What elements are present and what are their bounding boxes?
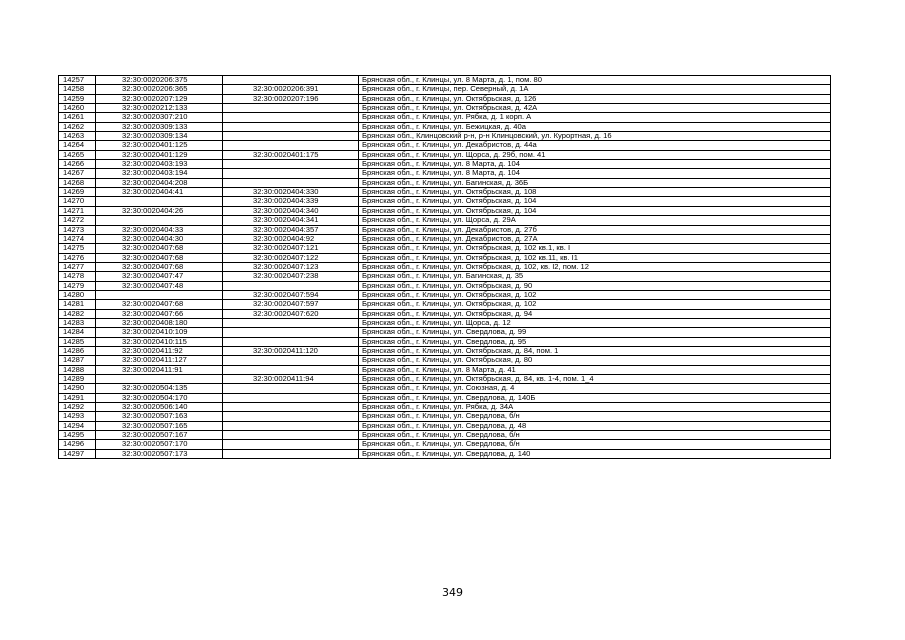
table-row bbox=[59, 216, 831, 225]
table-row bbox=[59, 225, 831, 234]
related-cadastral-cell: 32:30:0020407:620 bbox=[223, 309, 359, 318]
table-row bbox=[59, 375, 831, 384]
row-number-cell: 14279 bbox=[59, 281, 96, 290]
related-cadastral-cell: 32:30:0020411:120 bbox=[223, 346, 359, 355]
related-cadastral-cell bbox=[223, 178, 359, 187]
table-row bbox=[59, 431, 831, 440]
address-cell: Брянская обл., г. Клинцы, ул. Октябрьская, д. 42А bbox=[359, 104, 831, 113]
cadastral-number-cell: 32:30:0020507:163 bbox=[96, 412, 223, 421]
cadastral-number-cell: 32:30:0020207:129 bbox=[96, 94, 223, 103]
row-number-cell: 14285 bbox=[59, 337, 96, 346]
cadastral-number-cell: 32:30:0020407:66 bbox=[96, 309, 223, 318]
related-cadastral-cell: 32:30:0020407:121 bbox=[223, 244, 359, 253]
row-number-cell: 14289 bbox=[59, 375, 96, 384]
address-cell: Брянская обл., г. Клинцы, ул. Декабристов, д. 27А bbox=[359, 234, 831, 243]
table-row bbox=[59, 262, 831, 271]
address-cell: Брянская обл., г. Клинцы, ул. 8 Марта, д. 41 bbox=[359, 365, 831, 374]
address-cell: Брянская обл., г. Клинцы, ул. Свердлова, д. 140 bbox=[359, 449, 831, 458]
related-cadastral-cell: 32:30:0020207:196 bbox=[223, 94, 359, 103]
cadastral-number-cell: 32:30:0020401:125 bbox=[96, 141, 223, 150]
table-row bbox=[59, 244, 831, 253]
related-cadastral-cell bbox=[223, 113, 359, 122]
cadastral-number-cell: 32:30:0020507:165 bbox=[96, 421, 223, 430]
row-number-cell: 14294 bbox=[59, 421, 96, 430]
row-number-cell: 14290 bbox=[59, 384, 96, 393]
table-row bbox=[59, 141, 831, 150]
cadastral-number-cell: 32:30:0020504:135 bbox=[96, 384, 223, 393]
row-number-cell: 14292 bbox=[59, 403, 96, 412]
address-cell: Брянская обл., г. Клинцы, ул. Бежицкая, д. 40а bbox=[359, 122, 831, 131]
address-cell: Брянская обл., г. Клинцы, ул. Октябрьская, д. 104 bbox=[359, 206, 831, 215]
cadastral-number-cell: 32:30:0020407:68 bbox=[96, 262, 223, 271]
cadastral-number-cell: 32:30:0020404:30 bbox=[96, 234, 223, 243]
row-number-cell: 14263 bbox=[59, 132, 96, 141]
table-row bbox=[59, 150, 831, 159]
address-cell: Брянская обл., Клинцовский р-н, р-н Клинцовский, ул. Курортная, д. 16 bbox=[359, 132, 831, 141]
cadastral-number-cell: 32:30:0020404:41 bbox=[96, 188, 223, 197]
address-cell: Брянская обл., г. Клинцы, ул. 8 Марта, д. 1, пом. 80 bbox=[359, 76, 831, 85]
cadastral-number-cell: 32:30:0020206:365 bbox=[96, 85, 223, 94]
cadastral-table bbox=[58, 75, 831, 459]
address-cell: Брянская обл., г. Клинцы, ул. Октябрьская, д. 80 bbox=[359, 356, 831, 365]
table-row bbox=[59, 104, 831, 113]
related-cadastral-cell: 32:30:0020407:238 bbox=[223, 272, 359, 281]
related-cadastral-cell bbox=[223, 440, 359, 449]
cadastral-number-cell: 32:30:0020403:193 bbox=[96, 160, 223, 169]
row-number-cell: 14278 bbox=[59, 272, 96, 281]
address-cell: Брянская обл., г. Клинцы, ул. Свердлова, б/н bbox=[359, 412, 831, 421]
cadastral-number-cell: 32:30:0020404:26 bbox=[96, 206, 223, 215]
address-cell: Брянская обл., г. Клинцы, ул. Октябрьская, д. 84, пом. 1 bbox=[359, 346, 831, 355]
table-row bbox=[59, 290, 831, 299]
cadastral-number-cell bbox=[96, 197, 223, 206]
table-row bbox=[59, 356, 831, 365]
table-row bbox=[59, 85, 831, 94]
address-cell: Брянская обл., г. Клинцы, ул. Щорса, д. 12 bbox=[359, 318, 831, 327]
table-row bbox=[59, 272, 831, 281]
address-cell: Брянская обл., г. Клинцы, ул. Октябрьская, д. 102 кв.1, кв. I bbox=[359, 244, 831, 253]
table-row bbox=[59, 440, 831, 449]
related-cadastral-cell bbox=[223, 403, 359, 412]
row-number-cell: 14268 bbox=[59, 178, 96, 187]
related-cadastral-cell: 32:30:0020404:341 bbox=[223, 216, 359, 225]
related-cadastral-cell: 32:30:0020206:391 bbox=[223, 85, 359, 94]
table-row bbox=[59, 328, 831, 337]
table-row bbox=[59, 206, 831, 215]
table-row bbox=[59, 384, 831, 393]
table-row bbox=[59, 169, 831, 178]
table-row bbox=[59, 132, 831, 141]
row-number-cell: 14275 bbox=[59, 244, 96, 253]
table-row bbox=[59, 346, 831, 355]
table-row bbox=[59, 421, 831, 430]
row-number-cell: 14259 bbox=[59, 94, 96, 103]
table-row bbox=[59, 197, 831, 206]
related-cadastral-cell bbox=[223, 141, 359, 150]
address-cell: Брянская обл., г. Клинцы, ул. Октябрьская, д. 126 bbox=[359, 94, 831, 103]
cadastral-number-cell: 32:30:0020212:133 bbox=[96, 104, 223, 113]
related-cadastral-cell: 32:30:0020407:123 bbox=[223, 262, 359, 271]
cadastral-number-cell: 32:30:0020403:194 bbox=[96, 169, 223, 178]
cadastral-number-cell bbox=[96, 290, 223, 299]
table-row bbox=[59, 309, 831, 318]
cadastral-number-cell: 32:30:0020407:68 bbox=[96, 244, 223, 253]
related-cadastral-cell: 32:30:0020404:339 bbox=[223, 197, 359, 206]
row-number-cell: 14270 bbox=[59, 197, 96, 206]
row-number-cell: 14265 bbox=[59, 150, 96, 159]
address-cell: Брянская обл., г. Клинцы, ул. Октябрьская, д. 94 bbox=[359, 309, 831, 318]
cadastral-number-cell: 32:30:0020410:115 bbox=[96, 337, 223, 346]
address-cell: Брянская обл., г. Клинцы, ул. Свердлова, б/н bbox=[359, 440, 831, 449]
row-number-cell: 14288 bbox=[59, 365, 96, 374]
row-number-cell: 14262 bbox=[59, 122, 96, 131]
cadastral-number-cell: 32:30:0020506:140 bbox=[96, 403, 223, 412]
row-number-cell: 14260 bbox=[59, 104, 96, 113]
row-number-cell: 14277 bbox=[59, 262, 96, 271]
cadastral-number-cell: 32:30:0020407:68 bbox=[96, 300, 223, 309]
address-cell: Брянская обл., г. Клинцы, ул. Рябка, д. 34А bbox=[359, 403, 831, 412]
row-number-cell: 14274 bbox=[59, 234, 96, 243]
related-cadastral-cell bbox=[223, 104, 359, 113]
cadastral-number-cell: 32:30:0020404:33 bbox=[96, 225, 223, 234]
row-number-cell: 14293 bbox=[59, 412, 96, 421]
row-number-cell: 14280 bbox=[59, 290, 96, 299]
row-number-cell: 14258 bbox=[59, 85, 96, 94]
address-cell: Брянская обл., г. Клинцы, ул. Щорса, д. 29А bbox=[359, 216, 831, 225]
table-row bbox=[59, 234, 831, 243]
related-cadastral-cell: 32:30:0020401:175 bbox=[223, 150, 359, 159]
row-number-cell: 14286 bbox=[59, 346, 96, 355]
cadastral-number-cell: 32:30:0020401:129 bbox=[96, 150, 223, 159]
related-cadastral-cell bbox=[223, 393, 359, 402]
cadastral-number-cell: 32:30:0020504:170 bbox=[96, 393, 223, 402]
row-number-cell: 14287 bbox=[59, 356, 96, 365]
table-row bbox=[59, 188, 831, 197]
row-number-cell: 14261 bbox=[59, 113, 96, 122]
address-cell: Брянская обл., г. Клинцы, ул. Декабристов, д. 44а bbox=[359, 141, 831, 150]
related-cadastral-cell bbox=[223, 76, 359, 85]
related-cadastral-cell: 32:30:0020404:92 bbox=[223, 234, 359, 243]
cadastral-number-cell: 32:30:0020407:68 bbox=[96, 253, 223, 262]
cadastral-number-cell bbox=[96, 375, 223, 384]
related-cadastral-cell bbox=[223, 132, 359, 141]
table-row bbox=[59, 337, 831, 346]
row-number-cell: 14257 bbox=[59, 76, 96, 85]
address-cell: Брянская обл., г. Клинцы, ул. Свердлова, д. 48 bbox=[359, 421, 831, 430]
related-cadastral-cell bbox=[223, 122, 359, 131]
table-row bbox=[59, 393, 831, 402]
cadastral-number-cell bbox=[96, 216, 223, 225]
row-number-cell: 14295 bbox=[59, 431, 96, 440]
address-cell: Брянская обл., г. Клинцы, пер. Северный, д. 1А bbox=[359, 85, 831, 94]
cadastral-number-cell: 32:30:0020507:173 bbox=[96, 449, 223, 458]
address-cell: Брянская обл., г. Клинцы, ул. Декабристов, д. 27б bbox=[359, 225, 831, 234]
related-cadastral-cell bbox=[223, 281, 359, 290]
cadastral-number-cell: 32:30:0020507:167 bbox=[96, 431, 223, 440]
related-cadastral-cell bbox=[223, 356, 359, 365]
table-row bbox=[59, 318, 831, 327]
address-cell: Брянская обл., г. Клинцы, ул. Октябрьская, д. 90 bbox=[359, 281, 831, 290]
address-cell: Брянская обл., г. Клинцы, ул. Октябрьская, д. 102, кв. I2, пом. 12 bbox=[359, 262, 831, 271]
row-number-cell: 14267 bbox=[59, 169, 96, 178]
related-cadastral-cell: 32:30:0020404:340 bbox=[223, 206, 359, 215]
table-row bbox=[59, 449, 831, 458]
address-cell: Брянская обл., г. Клинцы, ул. Октябрьская, д. 104 bbox=[359, 197, 831, 206]
cadastral-number-cell: 32:30:0020408:180 bbox=[96, 318, 223, 327]
related-cadastral-cell bbox=[223, 412, 359, 421]
page-number: 349 bbox=[442, 586, 463, 599]
cadastral-number-cell: 32:30:0020507:170 bbox=[96, 440, 223, 449]
row-number-cell: 14296 bbox=[59, 440, 96, 449]
row-number-cell: 14272 bbox=[59, 216, 96, 225]
address-cell: Брянская обл., г. Клинцы, ул. Октябрьская, д. 102 bbox=[359, 300, 831, 309]
cadastral-number-cell: 32:30:0020407:48 bbox=[96, 281, 223, 290]
address-cell: Брянская обл., г. Клинцы, ул. 8 Марта, д. 104 bbox=[359, 160, 831, 169]
address-cell: Брянская обл., г. Клинцы, ул. Союзная, д. 4 bbox=[359, 384, 831, 393]
related-cadastral-cell bbox=[223, 449, 359, 458]
cadastral-number-cell: 32:30:0020407:47 bbox=[96, 272, 223, 281]
row-number-cell: 14276 bbox=[59, 253, 96, 262]
table-row bbox=[59, 365, 831, 374]
related-cadastral-cell: 32:30:0020411:94 bbox=[223, 375, 359, 384]
related-cadastral-cell: 32:30:0020404:330 bbox=[223, 188, 359, 197]
related-cadastral-cell bbox=[223, 160, 359, 169]
related-cadastral-cell bbox=[223, 421, 359, 430]
address-cell: Брянская обл., г. Клинцы, ул. Свердлова, д. 95 bbox=[359, 337, 831, 346]
related-cadastral-cell bbox=[223, 337, 359, 346]
related-cadastral-cell: 32:30:0020407:597 bbox=[223, 300, 359, 309]
cadastral-number-cell: 32:30:0020309:133 bbox=[96, 122, 223, 131]
related-cadastral-cell: 32:30:0020407:122 bbox=[223, 253, 359, 262]
table-row bbox=[59, 122, 831, 131]
cadastral-number-cell: 32:30:0020410:109 bbox=[96, 328, 223, 337]
cadastral-number-cell: 32:30:0020307:210 bbox=[96, 113, 223, 122]
row-number-cell: 14297 bbox=[59, 449, 96, 458]
table-body bbox=[59, 76, 831, 459]
row-number-cell: 14281 bbox=[59, 300, 96, 309]
table-row bbox=[59, 403, 831, 412]
table-row bbox=[59, 300, 831, 309]
table-row bbox=[59, 160, 831, 169]
row-number-cell: 14266 bbox=[59, 160, 96, 169]
address-cell: Брянская обл., г. Клинцы, ул. Свердлова, б/н bbox=[359, 431, 831, 440]
row-number-cell: 14284 bbox=[59, 328, 96, 337]
row-number-cell: 14273 bbox=[59, 225, 96, 234]
table-row bbox=[59, 412, 831, 421]
address-cell: Брянская обл., г. Клинцы, ул. Октябрьская, д. 102 bbox=[359, 290, 831, 299]
related-cadastral-cell: 32:30:0020404:357 bbox=[223, 225, 359, 234]
related-cadastral-cell bbox=[223, 318, 359, 327]
address-cell: Брянская обл., г. Клинцы, ул. Свердлова, д. 140Б bbox=[359, 393, 831, 402]
related-cadastral-cell bbox=[223, 169, 359, 178]
related-cadastral-cell bbox=[223, 431, 359, 440]
cadastral-number-cell: 32:30:0020411:92 bbox=[96, 346, 223, 355]
address-cell: Брянская обл., г. Клинцы, ул. Багинская, д. 36Б bbox=[359, 178, 831, 187]
related-cadastral-cell bbox=[223, 328, 359, 337]
row-number-cell: 14269 bbox=[59, 188, 96, 197]
address-cell: Брянская обл., г. Клинцы, ул. Октябрьская, д. 84, кв. 1-4, пом. 1_4 bbox=[359, 375, 831, 384]
related-cadastral-cell bbox=[223, 365, 359, 374]
table-row bbox=[59, 94, 831, 103]
cadastral-number-cell: 32:30:0020404:208 bbox=[96, 178, 223, 187]
table-row bbox=[59, 281, 831, 290]
row-number-cell: 14282 bbox=[59, 309, 96, 318]
cadastral-number-cell: 32:30:0020206:375 bbox=[96, 76, 223, 85]
address-cell: Брянская обл., г. Клинцы, ул. Щорса, д. 29б, пом. 41 bbox=[359, 150, 831, 159]
address-cell: Брянская обл., г. Клинцы, ул. Багинская, д. 35 bbox=[359, 272, 831, 281]
address-cell: Брянская обл., г. Клинцы, ул. Октябрьская, д. 102 кв.11, кв. I1 bbox=[359, 253, 831, 262]
address-cell: Брянская обл., г. Клинцы, ул. Свердлова, д. 99 bbox=[359, 328, 831, 337]
related-cadastral-cell: 32:30:0020407:594 bbox=[223, 290, 359, 299]
table-row bbox=[59, 178, 831, 187]
related-cadastral-cell bbox=[223, 384, 359, 393]
table-row bbox=[59, 113, 831, 122]
address-cell: Брянская обл., г. Клинцы, ул. Рябка, д. 1 корп. А bbox=[359, 113, 831, 122]
cadastral-number-cell: 32:30:0020309:134 bbox=[96, 132, 223, 141]
address-cell: Брянская обл., г. Клинцы, ул. Октябрьская, д. 108 bbox=[359, 188, 831, 197]
row-number-cell: 14271 bbox=[59, 206, 96, 215]
row-number-cell: 14264 bbox=[59, 141, 96, 150]
cadastral-number-cell: 32:30:0020411:91 bbox=[96, 365, 223, 374]
row-number-cell: 14291 bbox=[59, 393, 96, 402]
table-row bbox=[59, 253, 831, 262]
address-cell: Брянская обл., г. Клинцы, ул. 8 Марта, д. 104 bbox=[359, 169, 831, 178]
table-row bbox=[59, 76, 831, 85]
row-number-cell: 14283 bbox=[59, 318, 96, 327]
cadastral-number-cell: 32:30:0020411:127 bbox=[96, 356, 223, 365]
